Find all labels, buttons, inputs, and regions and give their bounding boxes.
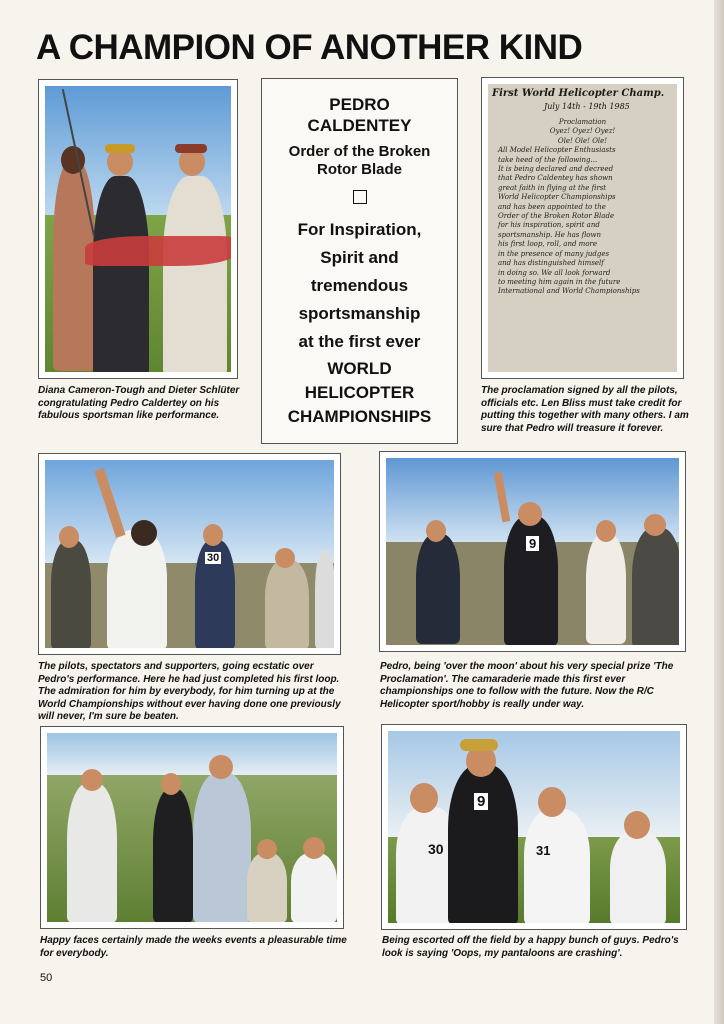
shirt-number-9-pedro: 9 bbox=[526, 536, 539, 551]
shirt-number-30: 30 bbox=[207, 552, 220, 564]
award-event-2: HELICOPTER bbox=[304, 383, 415, 402]
photo-proclamation bbox=[481, 77, 684, 379]
photo-congratulations-image bbox=[45, 86, 231, 372]
proclamation-title: First World Helicopter Champ. bbox=[492, 88, 665, 99]
shirt-number-9-escorted: 9 bbox=[474, 793, 488, 810]
proclamation-line: that Pedro Caldentey has shown bbox=[498, 174, 613, 183]
shirt-number-31: 31 bbox=[536, 843, 551, 858]
proclamation-text bbox=[498, 118, 667, 297]
page-number: 50 bbox=[40, 972, 53, 984]
caption-over-the-moon: Pedro, being 'over the moon' about his very special prize 'The Proclamation'. The camaraderie made this first ever championships one to follow with the future. Now the R/C Helicopter sport/hobby is really under way. bbox=[380, 661, 674, 710]
award-dedication-1: For Inspiration, bbox=[297, 220, 422, 239]
award-dedication-3: tremendous bbox=[310, 276, 409, 295]
award-order: Order of the Broken Rotor Blade bbox=[288, 142, 431, 179]
shirt-number-30-escort: 30 bbox=[428, 841, 444, 857]
proclamation-line: great faith in flying at the first bbox=[498, 183, 607, 192]
caption-proclamation: The proclamation signed by all the pilots, officials etc. Len Bliss must take credit for putting this together with many others. I am sure that Pedro will treasure it forever. bbox=[481, 385, 689, 434]
caption-congratulations: Diana Cameron-Tough and Dieter Schlüter congratulating Pedro Caldertey on his fabulous sportsman like performance. bbox=[38, 385, 240, 421]
proclamation-line: to meeting him again in the future bbox=[498, 277, 621, 286]
award-dedication-5: at the first ever bbox=[298, 332, 421, 351]
proclamation-line: Order of the Broken Rotor Blade bbox=[498, 212, 615, 221]
proclamation-line: in the presence of many judges bbox=[498, 249, 610, 258]
award-event-1: WORLD bbox=[327, 359, 392, 378]
photo-crowd-ecstatic bbox=[38, 453, 341, 655]
photo-happy-faces-image bbox=[47, 733, 337, 922]
award-box bbox=[261, 78, 458, 444]
photo-crowd-ecstatic-image bbox=[45, 460, 334, 648]
proclamation-scroll bbox=[488, 84, 677, 372]
square-bullet-icon bbox=[353, 190, 367, 204]
caption-crowd-ecstatic: The pilots, spectators and supporters, going ecstatic over Pedro's performance. Here he had just completed his first loop. The admiration for him by everybody, for him turning up at the World Championships without ever having done one previously will never, I'm sure be beaten. bbox=[38, 661, 341, 722]
award-event-3: CHAMPIONSHIPS bbox=[287, 407, 432, 426]
proclamation-line: International and World Championships bbox=[498, 287, 640, 296]
proclamation-date: July 14th - 19th 1985 bbox=[544, 102, 630, 111]
proclamation-line: for his inspiration, spirit and bbox=[498, 221, 600, 230]
award-dedication-4: sportsmanship bbox=[298, 304, 421, 323]
proclamation-line: All Model Helicopter Enthusiasts bbox=[498, 146, 616, 155]
photo-over-the-moon bbox=[379, 451, 686, 652]
photo-over-the-moon-image bbox=[386, 458, 679, 645]
caption-escorted: Being escorted off the field by a happy bunch of guys. Pedro's look is saying 'Oops, my pantaloons are crashing'. bbox=[382, 935, 679, 959]
proclamation-line: Ole! Ole! Ole! bbox=[557, 136, 608, 145]
page-headline: A CHAMPION OF ANOTHER KIND bbox=[36, 28, 583, 67]
proclamation-line: It is being declared and decreed bbox=[498, 165, 614, 174]
proclamation-line: and has been appointed to the bbox=[498, 202, 606, 211]
proclamation-line: in doing so. We all look forward bbox=[498, 268, 611, 277]
photo-congratulations bbox=[38, 79, 238, 379]
proclamation-line: take heed of the following... bbox=[498, 155, 598, 164]
photo-escorted-image bbox=[388, 731, 680, 923]
caption-happy-faces: Happy faces certainly made the weeks events a pleasurable time for everybody. bbox=[40, 935, 347, 959]
proclamation-line: his first loop, roll, and more bbox=[498, 240, 598, 249]
proclamation-line: and has distinguished himself bbox=[498, 259, 604, 268]
page-edge bbox=[714, 0, 724, 1024]
proclamation-line: Proclamation bbox=[558, 118, 607, 126]
proclamation-line: sportsmanship. He has flown bbox=[498, 230, 601, 239]
award-name: PEDRO CALDENTEY bbox=[307, 95, 412, 136]
photo-escorted bbox=[381, 724, 687, 930]
award-dedication-2: Spirit and bbox=[320, 248, 399, 267]
proclamation-line: Oyez! Oyez! Oyez! bbox=[549, 127, 616, 136]
photo-happy-faces bbox=[40, 726, 344, 929]
proclamation-line: World Helicopter Championships bbox=[498, 193, 616, 202]
